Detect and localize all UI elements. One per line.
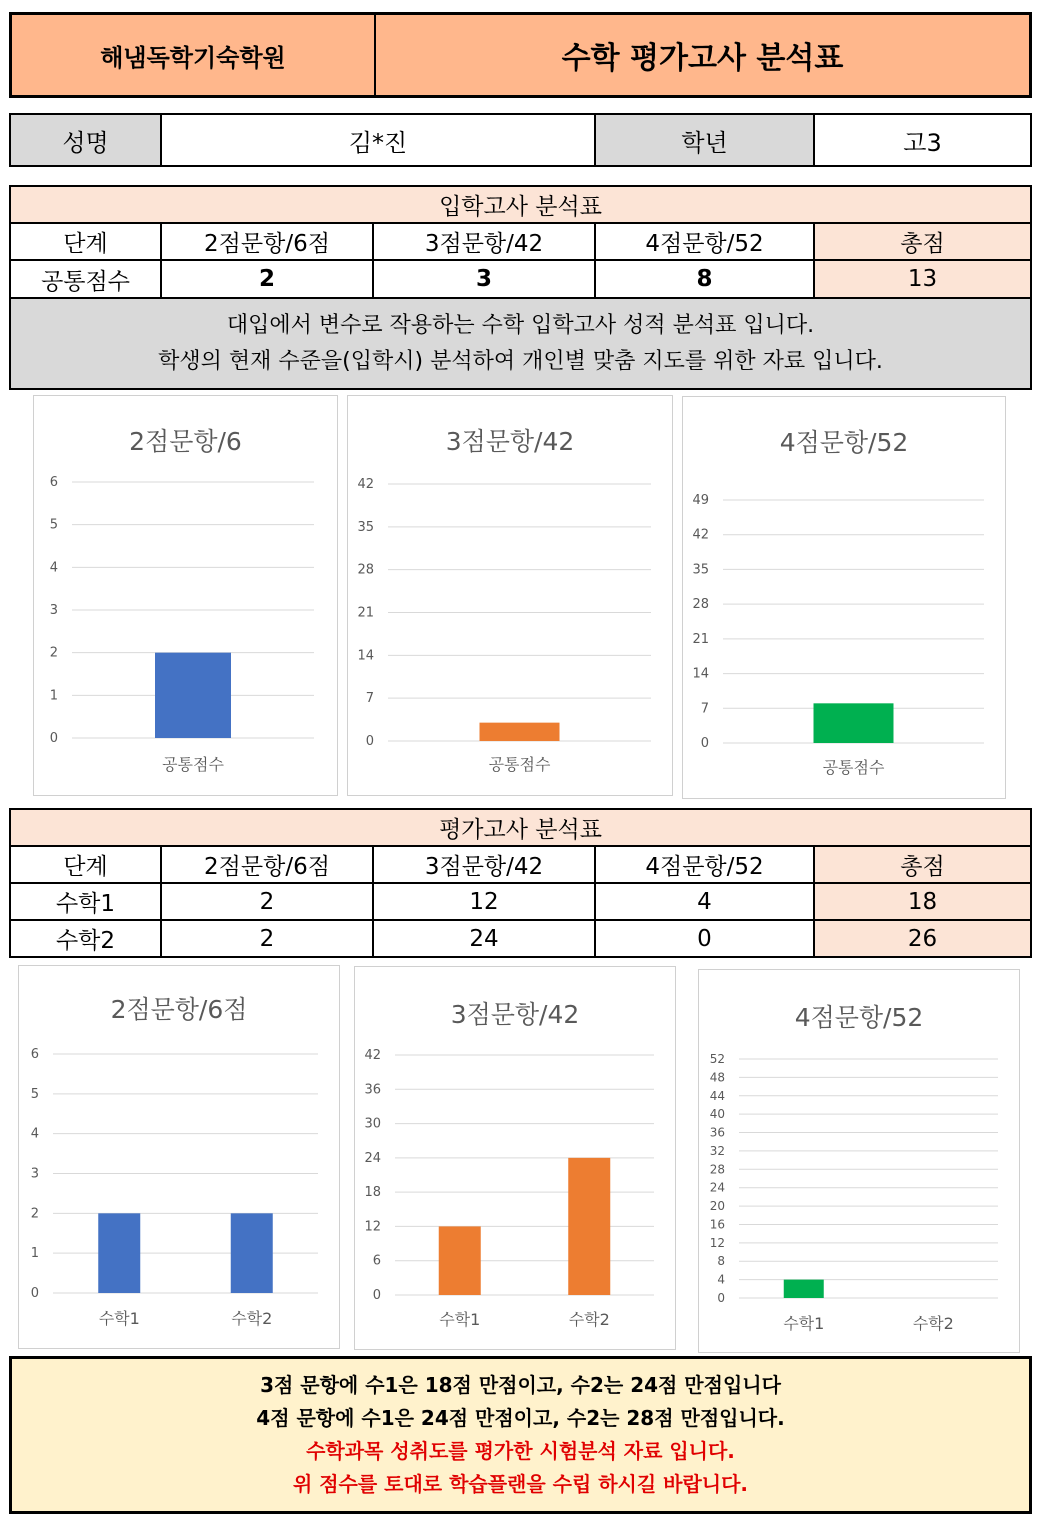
x-category-label: 공통점수 <box>488 755 551 774</box>
y-tick-label: 4 <box>49 560 58 576</box>
bar <box>439 1226 481 1295</box>
student-name: 김*진 <box>162 115 596 165</box>
header-cell: 4점문항/52 <box>595 846 814 883</box>
y-tick-label: 0 <box>365 734 374 749</box>
x-category-label: 수학2 <box>912 1314 954 1333</box>
y-tick-label: 18 <box>364 1185 381 1201</box>
y-tick-label: 4 <box>717 1272 725 1287</box>
y-tick-label: 4 <box>30 1126 39 1142</box>
y-tick-label: 12 <box>364 1219 381 1235</box>
student-grade: 고3 <box>903 128 942 157</box>
y-tick-label: 35 <box>357 519 374 535</box>
bar <box>231 1213 273 1293</box>
header-cell: 3점문항/42 <box>373 846 595 883</box>
header-cell: 2점문항/6점 <box>161 223 373 260</box>
y-tick-label: 21 <box>357 605 374 621</box>
score-cell: 8 <box>595 260 814 298</box>
note-line: 대입에서 변수로 작용하는 수학 입학고사 성적 분석표 입니다. <box>226 312 815 338</box>
y-tick-label: 5 <box>49 517 58 533</box>
student-info-row <box>9 113 1032 167</box>
y-tick-label: 1 <box>30 1246 39 1262</box>
note-line: 학생의 현재 수준을(입학시) 분석하여 개인별 맞춤 지도를 위한 자료 입니다. <box>158 348 883 374</box>
footer-line: 3점 문항에 수1은 18점 만점이고, 수2는 24점 만점입니다 <box>260 1373 781 1397</box>
y-tick-label: 49 <box>692 493 709 508</box>
score-cell: 4 <box>595 883 814 920</box>
chart-title: 4점문항/52 <box>779 428 909 457</box>
total-cell: 13 <box>814 260 1031 298</box>
y-tick-label: 0 <box>49 731 58 746</box>
chart-title: 3점문항/42 <box>445 427 575 456</box>
chart-eval-3pt <box>354 966 676 1350</box>
bar <box>568 1158 610 1295</box>
y-tick-label: 28 <box>357 562 374 578</box>
y-tick-label: 0 <box>30 1286 39 1301</box>
header-cell-total: 총점 <box>814 846 1031 883</box>
y-tick-label: 7 <box>365 691 374 707</box>
row-label: 공통점수 <box>10 260 161 298</box>
y-tick-label: 16 <box>709 1217 725 1232</box>
header-cell: 4점문항/52 <box>595 223 814 260</box>
y-tick-label: 5 <box>30 1086 39 1102</box>
y-tick-label: 1 <box>49 688 58 704</box>
y-tick-label: 14 <box>692 666 709 682</box>
y-tick-label: 36 <box>709 1125 725 1140</box>
header-cell-total: 총점 <box>814 223 1031 260</box>
summary-footer <box>9 1356 1032 1514</box>
report-title: 수학 평가고사 분석표 <box>561 41 844 76</box>
grade-label: 학년 <box>596 115 815 165</box>
y-tick-label: 2 <box>49 645 58 661</box>
x-category-label: 수학1 <box>439 1310 481 1329</box>
score-cell: 12 <box>373 883 595 920</box>
evaluation-table <box>9 808 1032 958</box>
y-tick-label: 36 <box>364 1082 381 1098</box>
y-tick-label: 3 <box>49 603 58 618</box>
y-tick-label: 0 <box>717 1291 725 1305</box>
header-cell: 단계 <box>10 223 161 260</box>
chart-eval-2pt <box>18 965 340 1349</box>
y-tick-label: 8 <box>717 1254 725 1269</box>
evaluation-table-title: 평가고사 분석표 <box>10 809 1031 846</box>
chart-title: 2점문항/6점 <box>110 995 248 1024</box>
header-cell: 2점문항/6점 <box>161 846 373 883</box>
x-category-label: 수학2 <box>231 1309 273 1328</box>
y-tick-label: 6 <box>49 475 58 490</box>
chart-title: 4점문항/52 <box>794 1003 924 1032</box>
chart-entrance-3pt <box>347 395 673 796</box>
y-tick-label: 0 <box>700 736 709 751</box>
y-tick-label: 3 <box>30 1166 39 1182</box>
bar <box>814 703 894 743</box>
score-cell: 2 <box>161 883 373 920</box>
y-tick-label: 32 <box>709 1143 725 1158</box>
y-tick-label: 42 <box>364 1048 381 1063</box>
chart-eval-4pt <box>698 969 1020 1353</box>
y-tick-label: 21 <box>692 631 709 647</box>
report-header <box>9 12 1032 98</box>
x-category-label: 공통점수 <box>162 755 224 774</box>
y-tick-label: 12 <box>709 1235 725 1250</box>
score-cell: 0 <box>595 920 814 957</box>
bar <box>98 1213 140 1293</box>
entrance-note <box>9 297 1032 390</box>
y-tick-label: 7 <box>700 701 709 717</box>
y-tick-label: 52 <box>709 1052 725 1066</box>
chart-entrance-4pt <box>682 396 1006 799</box>
y-tick-label: 0 <box>372 1288 381 1303</box>
y-tick-label: 42 <box>692 527 709 543</box>
y-tick-label: 6 <box>372 1253 381 1269</box>
y-tick-label: 28 <box>709 1162 725 1177</box>
chart-title: 3점문항/42 <box>450 1000 580 1029</box>
y-tick-label: 48 <box>709 1070 725 1085</box>
entrance-table <box>9 185 1032 299</box>
footer-red-line: 위 점수를 토대로 학습플랜을 수립 하시길 바랍니다. <box>292 1472 749 1496</box>
chart-entrance-2pt <box>33 395 338 796</box>
footer-red-line: 수학과목 성취도를 평가한 시험분석 자료 입니다. <box>306 1439 735 1463</box>
footer-line: 4점 문항에 수1은 24점 만점이고, 수2는 28점 만점입니다. <box>256 1406 785 1430</box>
y-tick-label: 28 <box>692 597 709 613</box>
y-tick-label: 42 <box>357 477 374 492</box>
x-category-label: 수학1 <box>783 1314 825 1333</box>
x-category-label: 공통점수 <box>822 758 885 777</box>
header-cell: 3점문항/42 <box>373 223 595 260</box>
y-tick-label: 2 <box>30 1206 39 1222</box>
y-tick-label: 20 <box>709 1199 725 1214</box>
row-label: 수학1 <box>10 883 161 920</box>
y-tick-label: 24 <box>709 1180 725 1195</box>
bar <box>155 653 231 738</box>
y-tick-label: 35 <box>692 562 709 578</box>
total-cell: 26 <box>814 920 1031 957</box>
entrance-table-title: 입학고사 분석표 <box>10 186 1031 223</box>
bar <box>480 723 560 741</box>
x-category-label: 수학2 <box>568 1310 610 1329</box>
y-tick-label: 14 <box>357 648 374 664</box>
y-tick-label: 24 <box>364 1150 381 1166</box>
score-cell: 3 <box>373 260 595 298</box>
y-tick-label: 30 <box>364 1116 381 1132</box>
bar <box>784 1280 824 1298</box>
score-cell: 2 <box>161 260 373 298</box>
score-cell: 24 <box>373 920 595 957</box>
row-label: 수학2 <box>10 920 161 957</box>
total-cell: 18 <box>814 883 1031 920</box>
academy-name: 해냄독학기숙학원 <box>12 15 376 95</box>
name-label: 성명 <box>11 115 162 165</box>
y-tick-label: 44 <box>709 1088 725 1103</box>
x-category-label: 수학1 <box>98 1309 140 1328</box>
header-cell: 단계 <box>10 846 161 883</box>
chart-title: 2점문항/6 <box>129 427 242 456</box>
y-tick-label: 6 <box>30 1047 39 1062</box>
y-tick-label: 40 <box>709 1107 725 1122</box>
score-cell: 2 <box>161 920 373 957</box>
